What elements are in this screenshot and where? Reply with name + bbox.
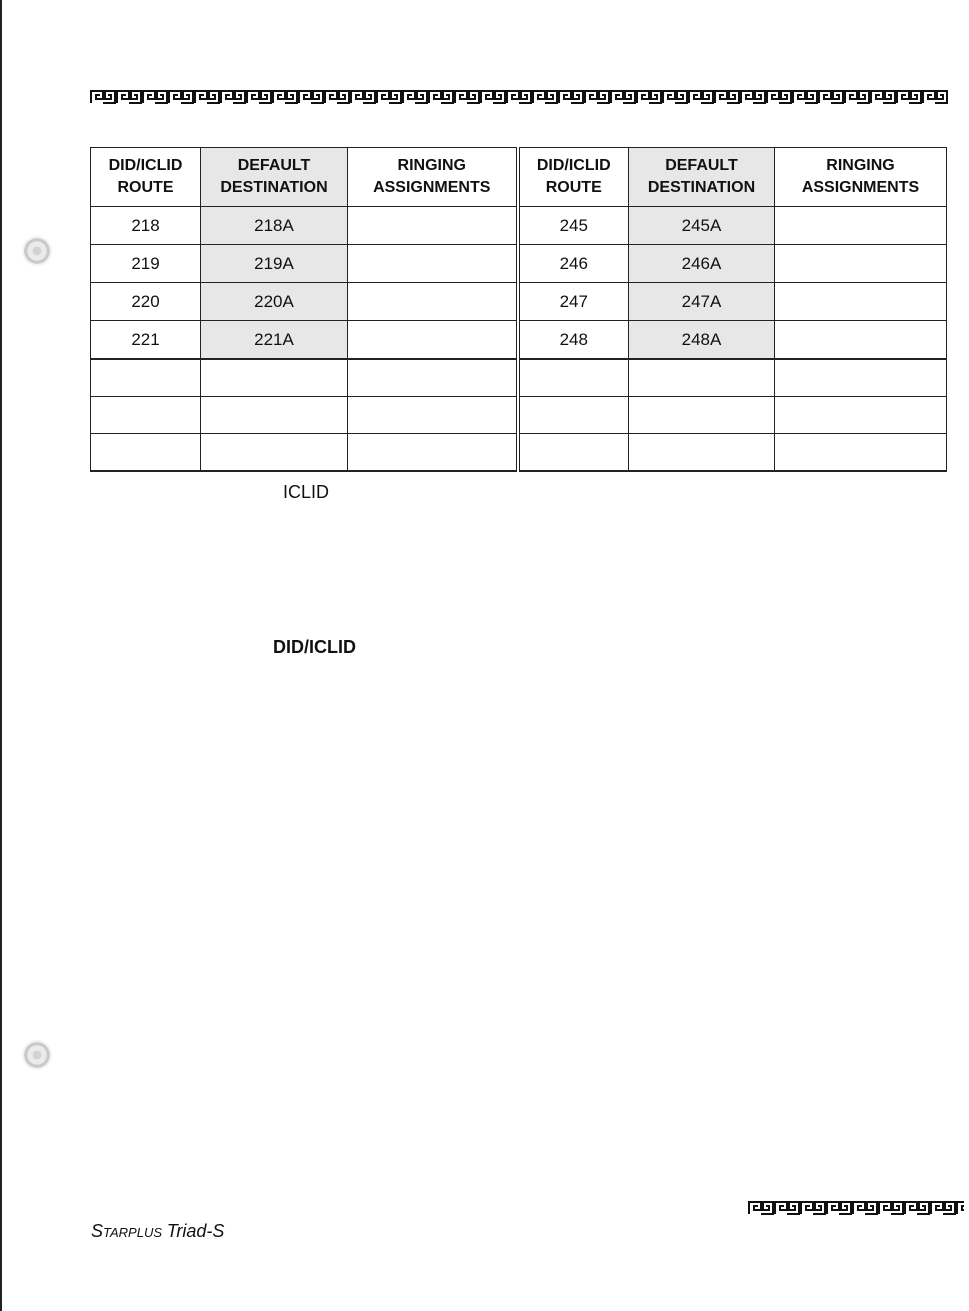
route-cell [518,359,629,397]
destination-cell: 245A [629,207,775,245]
table-row [91,397,947,434]
table-row [91,207,947,245]
ringing-cell [775,321,947,360]
table-row [91,359,947,397]
route-cell: 246 [518,245,629,283]
brand-small-caps: TARPLUS [103,1225,163,1240]
header-default-destination: DEFAULT DESTINATION [629,148,775,207]
greek-key-border-bottom [748,1201,964,1215]
route-cell [518,434,629,472]
destination-cell: 220A [201,283,348,321]
ringing-cell [775,245,947,283]
destination-cell: 221A [201,321,348,360]
ringing-cell [775,207,947,245]
ringing-cell [348,359,518,397]
ringing-cell [348,397,518,434]
route-cell: 218 [91,207,201,245]
route-cell: 248 [518,321,629,360]
header-default-destination: DEFAULT DESTINATION [201,148,348,207]
route-cell [518,397,629,434]
page-edge-rule [0,0,2,1311]
route-cell: 247 [518,283,629,321]
greek-key-border-top [90,90,948,104]
iclid-label: ICLID [283,482,330,502]
route-cell [91,397,201,434]
table-row [91,245,947,283]
brand-initial: S [91,1221,104,1241]
ringing-cell [348,207,518,245]
ringing-cell [348,283,518,321]
ringing-cell [348,434,518,472]
table-row [91,321,947,360]
route-cell [91,434,201,472]
header-ringing-assignments: RINGING ASSIGNMENTS [775,148,947,207]
ringing-cell [775,359,947,397]
ringing-cell [775,283,947,321]
destination-cell: 218A [201,207,348,245]
footer-product-name [91,1221,224,1242]
did-iclid-label: DID/ICLID [273,637,356,657]
destination-cell [201,397,348,434]
punch-hole-icon [22,1040,52,1070]
did-iclid-route-table [90,147,947,472]
destination-cell: 219A [201,245,348,283]
header-ringing-assignments: RINGING ASSIGNMENTS [348,148,518,207]
route-cell: 221 [91,321,201,360]
destination-cell: 246A [629,245,775,283]
header-did-iclid-route: DID/ICLID ROUTE [518,148,629,207]
route-cell: 220 [91,283,201,321]
route-cell: 245 [518,207,629,245]
table-row [91,283,947,321]
punch-hole-icon [22,236,52,266]
destination-cell [629,434,775,472]
destination-cell: 248A [629,321,775,360]
ringing-cell [775,397,947,434]
destination-cell [201,359,348,397]
table-row [91,434,947,472]
destination-cell [201,434,348,472]
header-did-iclid-route: DID/ICLID ROUTE [91,148,201,207]
destination-cell [629,359,775,397]
ringing-cell [348,321,518,360]
route-cell [91,359,201,397]
destination-cell [629,397,775,434]
ringing-cell [348,245,518,283]
brand-model: Triad-S [166,1221,225,1241]
route-cell: 219 [91,245,201,283]
destination-cell: 247A [629,283,775,321]
table-header-row [91,148,947,207]
ringing-cell [775,434,947,472]
